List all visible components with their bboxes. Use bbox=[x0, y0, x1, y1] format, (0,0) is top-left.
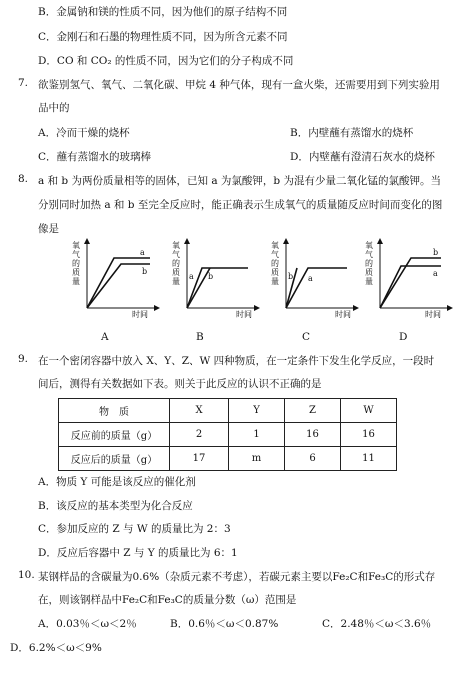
graph-c-plot bbox=[271, 238, 361, 316]
graph-a bbox=[72, 238, 162, 318]
graph-a-ylabel: 氧 气 的 质 量 bbox=[72, 241, 80, 286]
graph-d-curve-b: b bbox=[433, 248, 439, 257]
table-cell: 17 bbox=[170, 447, 229, 471]
table-cell: 16 bbox=[285, 423, 341, 447]
table-cell: 反应后的质量（g） bbox=[59, 447, 170, 471]
q10-stem-line1: 某钢样品的含碳量为0.6%（杂质元素不考虑），若碳元素主要以Fe₂C和Fe₃C的形式存 bbox=[38, 571, 436, 583]
graph-c-letter: C bbox=[302, 331, 311, 343]
graph-d-letter: D bbox=[399, 331, 408, 343]
table-cell: 反应前的质量（g） bbox=[59, 423, 170, 447]
q10-option-a: A．0.03％＜ω＜2％ bbox=[38, 618, 137, 630]
q9-stem-line2: 间后，测得有关数据如下表。则关于此反应的认识不正确的是 bbox=[38, 378, 322, 390]
q8-number: 8. bbox=[18, 173, 29, 185]
graph-b-ylabel: 氧 气 的 质 量 bbox=[172, 241, 180, 286]
q7-option-a: A．冷而干燥的烧杯 bbox=[38, 127, 130, 139]
q7-option-b: B．内壁蘸有蒸馏水的烧杯 bbox=[290, 127, 414, 139]
graph-d-ylabel: 氧 气 的 质 量 bbox=[365, 241, 373, 286]
graph-c bbox=[271, 238, 361, 318]
table-header-cell: Z bbox=[285, 399, 341, 423]
q7-stem-line1: 欲鉴别氢气、氧气、二氧化碳、甲烷 4 种气体，现有一盒火柴，还需要用到下列实验用 bbox=[38, 79, 440, 91]
q10-option-d: D．6.2%＜ω＜9% bbox=[10, 642, 102, 654]
q6-option-b: B．金属钠和镁的性质不同，因为他们的原子结构不同 bbox=[38, 6, 288, 18]
graph-b-letter: B bbox=[196, 331, 204, 343]
q7-stem-line2: 品中的 bbox=[38, 102, 70, 114]
graph-b-curve-a: a bbox=[189, 272, 194, 281]
q7-number: 7. bbox=[18, 77, 29, 89]
q9-option-b: B．该反应的基本类型为化合反应 bbox=[38, 500, 193, 512]
q8-stem-line3: 像是 bbox=[38, 223, 59, 235]
table-header-row bbox=[59, 399, 397, 423]
graph-a-letter: A bbox=[101, 331, 109, 343]
graph-b bbox=[172, 238, 262, 318]
q8-stem-line1: a 和 b 为两份质量相等的固体，已知 a 为氯酸钾，b 为混有少量二氧化锰的氯酸钾。当 bbox=[38, 175, 441, 187]
q6-option-d: D．CO 和 CO₂ 的性质不同，因为它们的分子构成不同 bbox=[38, 55, 294, 67]
graph-d-xlabel: 时间 bbox=[425, 310, 441, 319]
table-cell: 1 bbox=[229, 423, 285, 447]
table-cell: 11 bbox=[341, 447, 397, 471]
table-header-cell: 物 质 bbox=[59, 399, 170, 423]
graph-c-curve-b: b bbox=[288, 272, 294, 281]
table-header-cell: Y bbox=[229, 399, 285, 423]
q9-stem-line1: 在一个密闭容器中放入 X、Y、Z、W 四种物质，在一定条件下发生化学反应，一段时 bbox=[38, 355, 435, 367]
table-cell: 16 bbox=[341, 423, 397, 447]
table-cell: 6 bbox=[285, 447, 341, 471]
q10-option-c: C．2.48％＜ω＜3.6％ bbox=[322, 618, 432, 630]
q7-option-d: D．内壁蘸有澄清石灰水的烧杯 bbox=[290, 151, 435, 163]
graph-c-xlabel: 时间 bbox=[335, 310, 351, 319]
table-row bbox=[59, 447, 397, 471]
q10-stem-line2: 在，则该钢样品中Fe₂C和Fe₃C的质量分数（ω）范围是 bbox=[38, 594, 297, 606]
table-cell: 2 bbox=[170, 423, 229, 447]
graph-c-ylabel: 氧 气 的 质 量 bbox=[271, 241, 279, 286]
graph-d bbox=[365, 238, 455, 318]
table-row bbox=[59, 423, 397, 447]
graph-a-xlabel: 时间 bbox=[132, 310, 148, 319]
table-header-cell: X bbox=[170, 399, 229, 423]
q9-option-d: D．反应后容器中 Z 与 Y 的质量比为 6：1 bbox=[38, 547, 238, 559]
graph-a-curve-b: b bbox=[142, 267, 148, 276]
q9-data-table bbox=[58, 398, 397, 471]
graph-d-curve-a: a bbox=[433, 269, 438, 278]
graph-d-plot bbox=[365, 238, 455, 316]
table-header-cell: W bbox=[341, 399, 397, 423]
table-cell: m bbox=[229, 447, 285, 471]
q9-number: 9. bbox=[18, 353, 29, 365]
q7-option-c: C．蘸有蒸馏水的玻璃棒 bbox=[38, 151, 152, 163]
graph-b-plot bbox=[172, 238, 262, 316]
graph-b-xlabel: 时间 bbox=[236, 310, 252, 319]
q8-stem-line2: 分别同时加热 a 和 b 至完全反应时，能正确表示生成氧气的质量随反应时间而变化的图 bbox=[38, 199, 443, 211]
graph-b-curve-b: b bbox=[208, 272, 214, 281]
graph-a-plot bbox=[72, 238, 162, 316]
graph-c-curve-a: a bbox=[308, 274, 313, 283]
q9-option-a: A．物质 Y 可能是该反应的催化剂 bbox=[38, 476, 196, 488]
q10-number: 10. bbox=[18, 569, 35, 581]
graph-a-curve-a: a bbox=[140, 248, 145, 257]
q10-option-b: B．0.6％＜ω＜0.87% bbox=[170, 618, 279, 630]
q9-option-c: C．参加反应的 Z 与 W 的质量比为 2：3 bbox=[38, 523, 231, 535]
q6-option-c: C．金刚石和石墨的物理性质不同，因为所含元素不同 bbox=[38, 31, 288, 43]
